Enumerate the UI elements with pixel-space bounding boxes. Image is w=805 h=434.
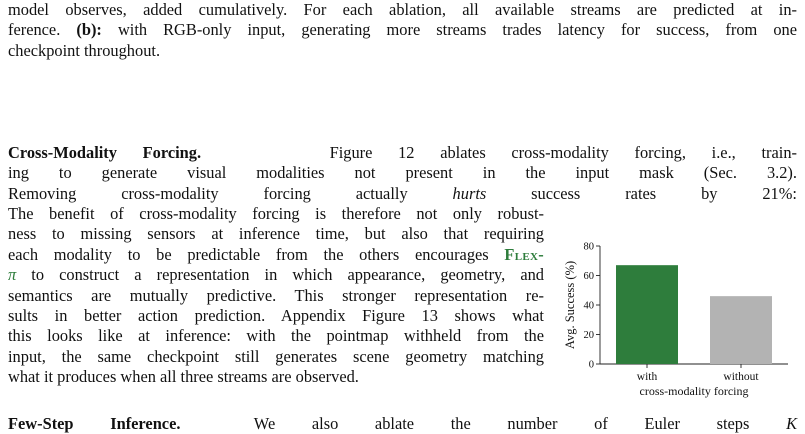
body-line-9: what it produces when all three streams are observed.	[8, 367, 359, 387]
body-line-6: sults in better action prediction. Appendix Figure 13 shows what	[8, 306, 544, 326]
x-tick-label-with: with	[636, 371, 658, 383]
y-tick-label: 60	[583, 271, 594, 282]
section-heading: Cross-Modality Forcing.	[8, 143, 202, 162]
body-line-8: input, the same checkpoint still generates scene geometry matching	[8, 346, 544, 366]
section-line-3: Removing cross-modality forcing actually hurts success rates by 21%:	[8, 183, 797, 203]
caption-line-2: ference. (b): with RGB-only input, generating more streams trades latency for success, from one	[8, 20, 797, 40]
bar-with	[616, 265, 678, 364]
y-tick-label: 20	[583, 330, 594, 341]
body-line-2: ness to missing sensors at inference time, but also that requiring	[8, 224, 544, 244]
y-tick-label: 80	[583, 241, 594, 253]
caption-label-b: (b):	[76, 20, 102, 40]
cross-modality-paragraph-body	[8, 204, 544, 388]
next-section-heading: Few-Step Inference.	[8, 414, 181, 433]
body-line-5: semantics are mutually predictive. This stronger representation re-	[8, 285, 544, 305]
body-line-7: this looks like at inference: with the pointmap withheld from the	[8, 326, 544, 346]
cross-modality-paragraph-top	[8, 143, 797, 204]
section-line-2: ing to generate visual modalities not present in the input mask (Sec. 3.2).	[8, 163, 797, 183]
x-tick-label-without: without	[723, 371, 759, 383]
next-section-paragraph	[8, 414, 797, 434]
next-section-line: Few-Step Inference. We also ablate the number of Euler steps K	[8, 414, 797, 433]
body-line-3: each modality to be predictable from the others encourages Flex-	[8, 244, 544, 264]
bar-without	[710, 296, 772, 364]
body-line-4: π to construct a representation in which appearance, geometry, and	[8, 265, 544, 285]
x-axis-label: cross-modality forcing	[639, 384, 749, 398]
figure-caption	[8, 0, 797, 61]
emphasis-hurts: hurts	[452, 183, 487, 203]
caption-line-1: model observes, added cumulatively. For each ablation, all available streams are predicted at in-	[8, 0, 797, 19]
cross-modality-bar-chart	[548, 236, 793, 406]
caption-line-3: checkpoint throughout.	[8, 40, 161, 60]
model-name-pi: π	[8, 265, 17, 285]
var-k: K	[786, 414, 797, 433]
y-axis-label: Avg. Success (%)	[563, 260, 577, 350]
y-tick-label: 40	[583, 300, 594, 312]
body-line-1: The benefit of cross-modality forcing is therefore not only robust-	[8, 204, 544, 223]
y-tick-label: 0	[588, 359, 594, 371]
chart-plot-area	[563, 242, 788, 399]
section-line-1: Cross-Modality Forcing. Figure 12 ablates cross-modality forcing, i.e., train-	[8, 143, 797, 162]
model-name-flex: Flex-	[504, 244, 544, 264]
